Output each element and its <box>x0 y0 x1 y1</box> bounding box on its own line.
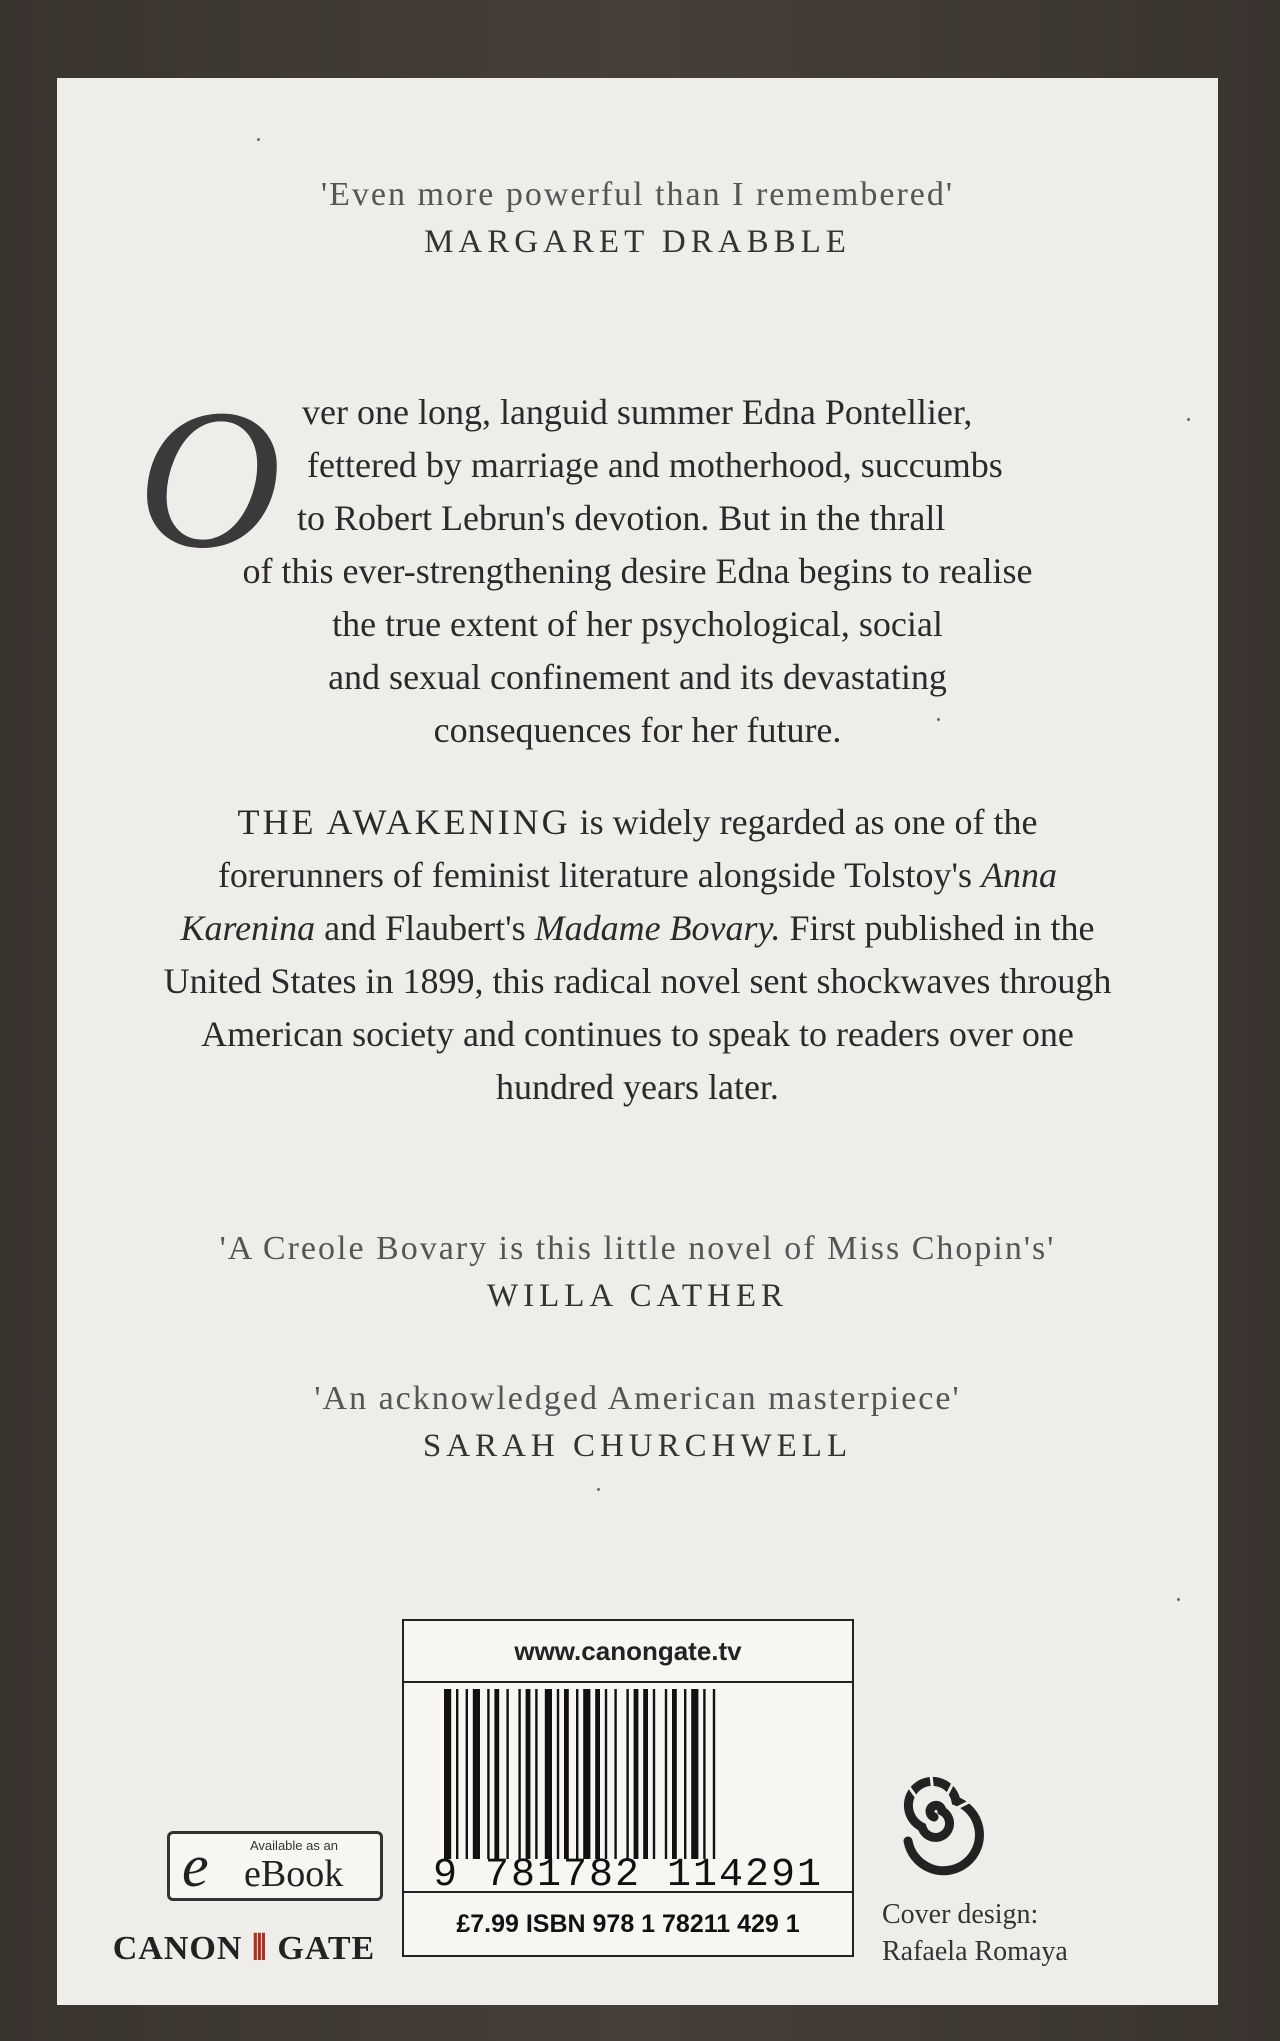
barcode <box>444 1689 814 1859</box>
barcode-bar <box>703 1689 705 1859</box>
blurb-line: the true extent of her psychological, social <box>332 604 943 644</box>
barcode-bar <box>506 1689 508 1859</box>
ebook-badge <box>167 1831 383 1901</box>
barcode-bar <box>691 1689 698 1859</box>
nautilus-shell-icon <box>879 1757 989 1877</box>
barcode-bar <box>526 1689 531 1859</box>
blurb-line: and sexual confinement and its devastating <box>328 657 947 697</box>
blurb-line: ver one long, languid summer Edna Pontellier, <box>302 392 973 432</box>
book-title: THE AWAKENING <box>237 802 571 842</box>
top-quote: 'Even more powerful than I remembered' <box>321 176 954 213</box>
ebook-available-label: Available as an <box>250 1838 338 1853</box>
blurb-line: of this ever-strengthening desire Edna begins to realise <box>242 551 1033 591</box>
barcode-bar <box>665 1689 667 1859</box>
drop-cap: O <box>137 369 282 590</box>
cover-credit: Cover design: Rafaela Romaya <box>882 1899 1068 1967</box>
barcode-bar <box>535 1689 537 1859</box>
barcode-bar <box>518 1689 520 1859</box>
blurb-line: fettered by marriage and motherhood, succumbs <box>307 445 1003 485</box>
publisher-url: www.canongate.tv <box>404 1621 852 1683</box>
barcode-bar <box>583 1689 590 1859</box>
barcode-bar <box>614 1689 616 1859</box>
canongate-mark-icon: ⦀ <box>251 1930 268 1967</box>
top-quote-author: MARGARET DRABBLE <box>424 224 851 260</box>
barcode-bar <box>672 1689 677 1859</box>
barcode-digits: 9 781782 114291 <box>432 1853 824 1898</box>
quote: 'A Creole Bovary is this little novel of Miss Chopin's' <box>219 1230 1056 1267</box>
barcode-bar <box>564 1689 569 1859</box>
barcode-bar <box>545 1689 552 1859</box>
barcode-bar <box>456 1689 458 1859</box>
quote-author: WILLA CATHER <box>486 1278 789 1314</box>
barcode-bar <box>634 1689 639 1859</box>
book-reference: Madame Bovary. <box>534 908 781 948</box>
barcode-bar <box>487 1689 489 1859</box>
blurb-line: consequences for her future. <box>433 710 842 750</box>
ebook-icon: e <box>182 1833 209 1899</box>
ebook-label: eBook <box>244 1853 344 1895</box>
barcode-bar <box>473 1689 480 1859</box>
barcode-bar <box>595 1689 600 1859</box>
barcode-bar <box>576 1689 578 1859</box>
barcode-bar <box>557 1689 559 1859</box>
barcode-panel <box>402 1619 854 1957</box>
price-isbn: £7.99 ISBN 978 1 78211 429 1 <box>404 1891 852 1955</box>
quote-author: SARAH CHURCHWELL <box>422 1428 853 1464</box>
barcode-bar <box>653 1689 655 1859</box>
barcode-bar <box>605 1689 607 1859</box>
barcode-bar <box>643 1689 648 1859</box>
blurb-paragraph-2: THE AWAKENING is widely regarded as one of the forerunners of feminist literature alongside Tolstoy's Anna Karenina and Flaubert's Madame Bovary. First published in the United States in 1899, this radical novel sent shockwaves through American society and continues to speak to readers over one hundred years later. <box>163 802 1112 1107</box>
barcode-bar <box>684 1689 686 1859</box>
cover-panel <box>57 78 1218 2005</box>
book-reference: Anna Karenina <box>180 855 1058 948</box>
barcode-bar <box>626 1689 628 1859</box>
barcode-bar <box>494 1689 499 1859</box>
quote: 'An acknowledged American masterpiece' <box>314 1380 961 1417</box>
blurb-line: to Robert Lebrun's devotion. But in the thrall <box>297 498 946 538</box>
barcode-bar <box>444 1689 451 1859</box>
barcode-bar <box>466 1689 468 1859</box>
barcode-bar <box>713 1689 715 1859</box>
publisher-logo: CANON ⦀ GATE <box>112 1930 376 1967</box>
